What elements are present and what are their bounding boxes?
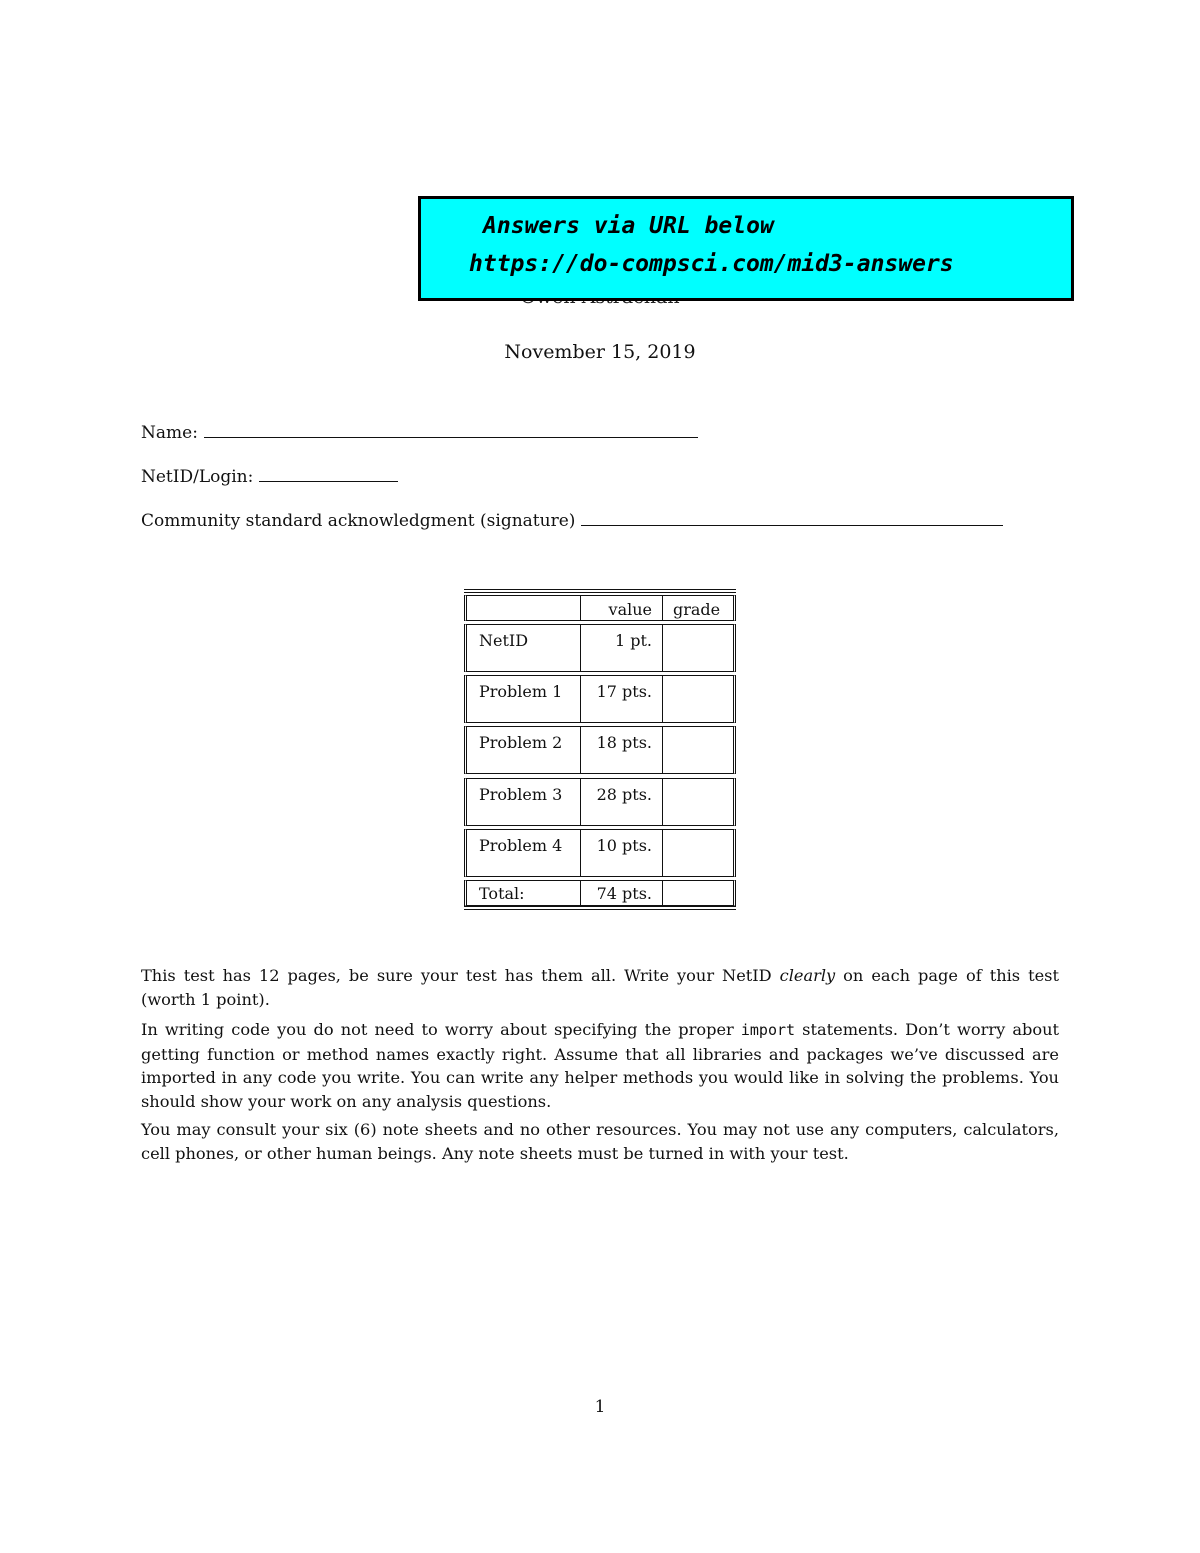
table-row bbox=[464, 829, 736, 877]
table-bottom-rule bbox=[464, 906, 736, 910]
table-row bbox=[464, 675, 736, 723]
header-blank bbox=[467, 596, 580, 620]
row-grade[interactable] bbox=[662, 676, 733, 722]
row-value: 1 pt. bbox=[580, 625, 662, 671]
page-number: 1 bbox=[594, 1397, 606, 1417]
row-value: 17 pts. bbox=[580, 676, 662, 722]
banner-heading: Answers via URL below bbox=[483, 213, 774, 239]
exam-date: November 15, 2019 bbox=[504, 341, 696, 363]
instructions-text: statements. Don’t worry about getting function or method names exactly right. Assume that all libraries and packages we’ve discussed are imported in any code you write. You can write any helper methods you would like in solving the problems. You should show your work on any analysis questions. bbox=[141, 1020, 1060, 1111]
table-row bbox=[464, 726, 736, 774]
instructions-text: This test has 12 pages, be sure your test has them all. Write your NetID bbox=[141, 966, 780, 985]
emphasis-clearly: clearly bbox=[779, 966, 836, 985]
table-row bbox=[464, 624, 736, 672]
table-top-rule bbox=[464, 589, 736, 593]
row-label: Problem 2 bbox=[479, 733, 563, 752]
instructions-paragraph-2 bbox=[141, 1018, 1059, 1113]
community-label: Community standard acknowledgment (signature) bbox=[141, 511, 576, 531]
banner-url[interactable]: https://do-compsci.com/mid3-answers bbox=[469, 251, 954, 277]
row-label: Problem 4 bbox=[479, 836, 563, 855]
answers-banner bbox=[418, 196, 1074, 301]
total-value: 74 pts. bbox=[580, 881, 662, 905]
community-field bbox=[141, 511, 1003, 531]
instructions-text: In writing code you do not need to worry about specifying the proper bbox=[141, 1020, 741, 1039]
netid-blank[interactable] bbox=[259, 467, 398, 482]
row-grade[interactable] bbox=[662, 625, 733, 671]
header-grade: grade bbox=[662, 596, 733, 620]
table-total-row bbox=[464, 880, 736, 906]
row-label: NetID bbox=[479, 631, 529, 650]
code-import-keyword: import bbox=[740, 1021, 796, 1039]
name-blank[interactable] bbox=[204, 423, 698, 438]
instructions-paragraph-3: You may consult your six (6) note sheets and no other resources. You may not use any computers, calculators, cell phones, or other human beings. Any note sheets must be turned in with your test. bbox=[141, 1120, 1059, 1163]
row-grade[interactable] bbox=[662, 727, 733, 773]
row-label: Problem 3 bbox=[479, 785, 563, 804]
table-row bbox=[464, 778, 736, 826]
table-header-row bbox=[464, 595, 736, 621]
header-value: value bbox=[580, 596, 662, 620]
instructions-text: on each page of this test (worth 1 point). bbox=[141, 966, 1059, 1009]
name-field bbox=[141, 423, 698, 443]
total-label: Total: bbox=[479, 884, 525, 903]
total-grade[interactable] bbox=[662, 881, 733, 905]
netid-field bbox=[141, 467, 398, 487]
row-grade[interactable] bbox=[662, 779, 733, 825]
signature-blank[interactable] bbox=[581, 511, 1003, 526]
row-value: 10 pts. bbox=[580, 830, 662, 876]
name-label: Name: bbox=[141, 423, 198, 443]
netid-label: NetID/Login: bbox=[141, 467, 254, 487]
row-value: 18 pts. bbox=[580, 727, 662, 773]
row-label: Problem 1 bbox=[479, 682, 563, 701]
row-grade[interactable] bbox=[662, 830, 733, 876]
row-value: 28 pts. bbox=[580, 779, 662, 825]
instructions-paragraph-1 bbox=[141, 964, 1059, 1011]
